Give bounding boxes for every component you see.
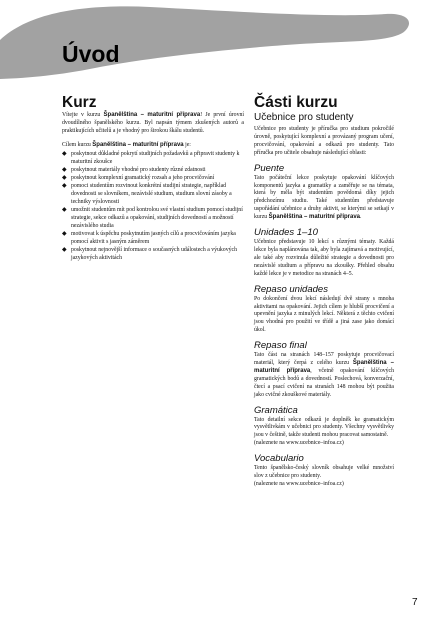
kurz-column (62, 95, 244, 263)
kurz-goal-item (62, 151, 244, 167)
diamond-bullet-icon: ◆ (62, 247, 67, 254)
kurz-goal-text: poskytnout důkladné pokrytí studijních požadavků a připravit studenty k maturitní zkoušce (71, 150, 240, 165)
section-body: Učebnice představuje 10 lekcí s různými tématy. Každá lekce byla naplánována tak, aby byla zajímavá a motivující, ale také aby rozvinula důležité strategie a dovednosti pro nezávislé studium a přípravu na zkoušky. Přehled obsahu každé lekce je v metodice na stranách 4–5. (254, 239, 394, 277)
kurz-goal-paragraph: Cílem kurzu Španělština – maturitní příprava je: (62, 141, 191, 148)
section-title: Repaso unidades (254, 283, 328, 295)
casti-intro-paragraph: Učebnice pro studenty je příručka pro studium pokročilé úrovně, poskytující komplexní a provázaný program učení, procvičování, opakování a odkazů pro studenty. Tato příručka pro učitele obsahuje následující oblasti: (254, 126, 394, 156)
diamond-bullet-icon: ◆ (62, 150, 67, 157)
page-title: Úvod (62, 41, 120, 67)
diamond-bullet-icon: ◆ (62, 231, 67, 238)
casti-sections (254, 163, 394, 489)
section-body: Tento španělsko-český slovník obsahuje velké množství slov z učebnice pro studenty. (naleznete na www.ucebnice–infoa.cz) (254, 465, 394, 487)
kurz-goal-text: poskytnout materiály vhodné pro studenty různé zdatnosti (71, 166, 206, 173)
casti-subheading: Učebnice pro studenty (254, 112, 354, 123)
section-body: Tato část na stranách 148–157 poskytuje procvičovací materiál, který čerpá z celého kurzu Španělština – maturitní příprava, včetně opakování klíčových gramatických bodů a dovedností. Poslechová, konverzační, čtecí a psací cvičení na stranách 148 mohou být použita jako cvičné zkouškové materiály. (254, 352, 394, 398)
header-banner-swoosh (0, 0, 445, 80)
kurz-goal-text: poskytnout komplexní gramatický rozsah a jeho procvičování (71, 174, 215, 181)
kurz-goal-list (62, 151, 244, 263)
kurz-goal-item (62, 175, 244, 183)
diamond-bullet-icon: ◆ (62, 174, 67, 181)
kurz-heading: Kurz (62, 94, 97, 111)
diamond-bullet-icon: ◆ (62, 183, 67, 190)
kurz-goal-item (62, 231, 244, 247)
kurz-goal-item (62, 183, 244, 207)
kurz-goal-text: poskytnout nejnovější informace o současných událostech a výukových jazykových aktivitách (71, 247, 237, 262)
kurz-goal-text: pomoci studentům rozvinout konkrétní studijní strategie, například dovednosti se slovníkem, nezávislé studium, studium slovní zásoby a techniky výslovnosti (71, 183, 232, 205)
kurz-goal-item (62, 247, 244, 263)
kurz-goal-item (62, 167, 244, 175)
diamond-bullet-icon: ◆ (62, 207, 67, 214)
diamond-bullet-icon: ◆ (62, 166, 67, 173)
section-body: Tato počáteční lekce poskytuje opakování klíčových komponentů jazyka a gramatiky a zaměřuje se na témata, která by měla být studentům povědomá díky jejich předchozímu studiu. Také studentům představuje uspořádání učebnice a druhy aktivit, se kterými se setkají v kurzu Španělština – maturitní příprava. (254, 174, 394, 221)
casti-heading: Části kurzu (254, 94, 338, 111)
kurz-goal-text: motivovat k úspěchu poskytnutím jasných cílů a procvičováním jazyka pomocí aktivit s jasným záměrem (71, 231, 236, 246)
section-title: Vocabulario (254, 453, 304, 465)
kurz-goal-text: umožnit studentům mít pod kontrolou své vlastní studium pomocí studijní strategie, sekce odkazů a opakování, studijních dovedností a možností nezávislého studia (71, 207, 243, 229)
section-body: Tato detailní sekce odkazů je doplněk ke gramatickým vysvětlivkám v učebnici pro studenty. Všechny vysvětlivky jsou v češtině, takže studenti mohou pracovat samostatně. (naleznete na www.ucebnice–infoa.cz) (254, 416, 394, 447)
page-number: 7 (412, 597, 418, 608)
section-title: Gramática (254, 404, 298, 416)
kurz-intro-paragraph: Vítejte v kurzu Španělština – maturitní příprava! Je první úrovní dvoudílného španělského kurzu. Byl napsán týmem zkušených autorů a praktikujících učitelů a je vhodný pro širokou škálu studentů. (62, 112, 244, 134)
section-title: Unidades 1–10 (254, 227, 318, 239)
casti-column (254, 95, 394, 489)
section-title: Puente (254, 162, 285, 174)
section-title: Repaso final (254, 340, 307, 352)
section-body: Po dokončení dvou lekcí následují dvě strany s mnoha aktivitami na opakování. Jejich cílem je hlubší procvičení a upevnění jazyka z minulých lekcí. Některá z těchto cvičení jsou vhodná pro použití ve třídě a jiná zase jako domácí úkol. (254, 295, 394, 334)
kurz-goal-item (62, 207, 244, 231)
